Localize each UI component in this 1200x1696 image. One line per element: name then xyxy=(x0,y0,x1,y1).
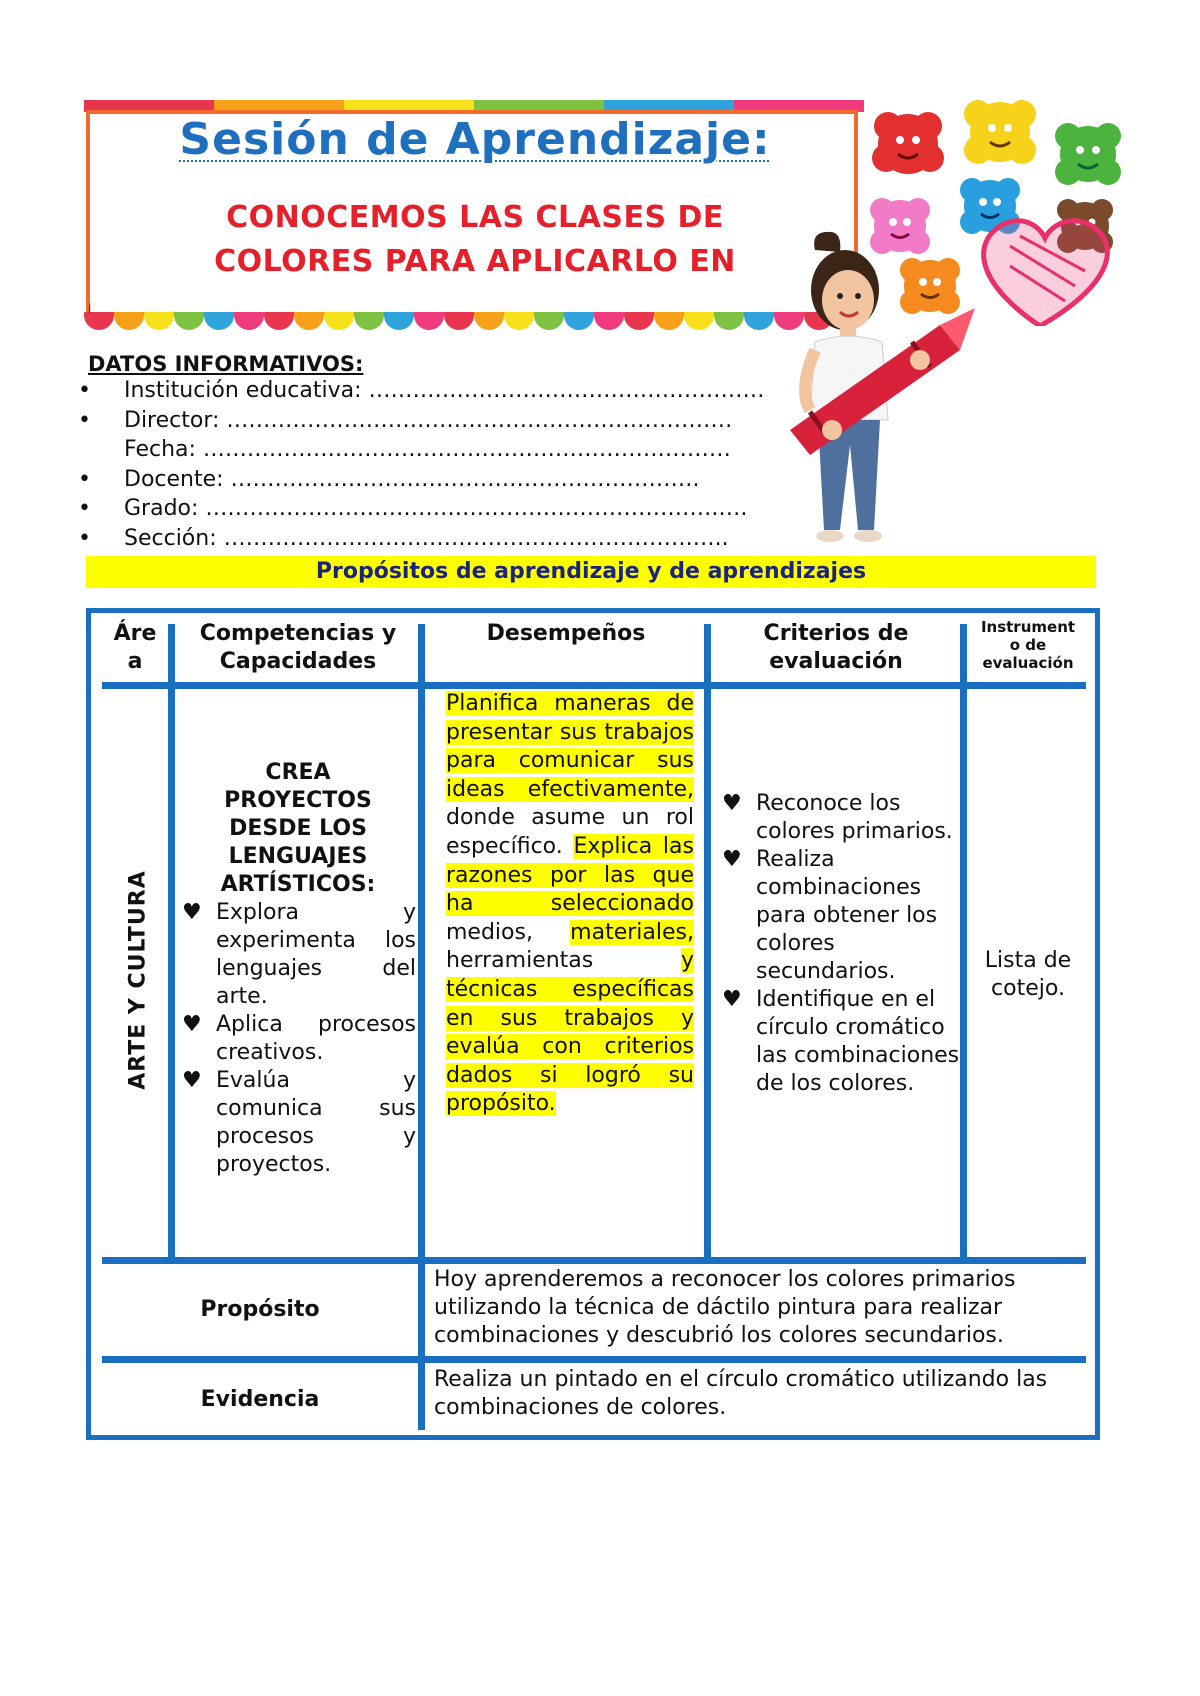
table-divider xyxy=(102,1356,1086,1363)
instrumento-cell: Lista de cotejo. xyxy=(984,948,1072,1001)
competencia-title-line: ARTÍSTICOS: xyxy=(220,872,376,897)
table-divider xyxy=(960,624,967,1257)
yellow-flower-icon xyxy=(964,100,1036,164)
table-divider xyxy=(102,1257,1086,1264)
proposito-label: Propósito xyxy=(200,1297,320,1322)
table-divider xyxy=(704,624,711,1257)
datos-item-text: Fecha: ……………………………………………………………… xyxy=(124,437,731,462)
header-criterios-line-2: evaluación xyxy=(769,649,903,674)
header-desempenos: Desempeños xyxy=(486,621,646,646)
datos-item-grado xyxy=(78,494,764,524)
datos-item-text: Institución educativa: ……………………………………………… xyxy=(124,378,765,403)
session-subtitle xyxy=(90,196,860,284)
datos-item-fecha xyxy=(78,435,764,465)
datos-item-director xyxy=(78,406,764,436)
table-divider xyxy=(168,624,175,1257)
competencia-title-line: CREA xyxy=(265,760,331,785)
heart-icon: ♥ xyxy=(722,847,742,872)
datos-item-text: Docente: ………………………………………………………. xyxy=(124,466,700,492)
datos-item-docente xyxy=(78,465,764,495)
heart-icon: ♥ xyxy=(182,1068,202,1093)
criterio-item xyxy=(720,986,960,1098)
header-competencias-line-2: Capacidades xyxy=(219,649,377,674)
subtitle-line-1: CONOCEMOS LAS CLASES DE xyxy=(226,200,724,235)
datos-item-seccion xyxy=(78,524,764,554)
datos-item-text: Director: …………………………………………………………… xyxy=(124,407,733,433)
desempeno-text: medios, xyxy=(446,919,571,945)
evidencia-label: Evidencia xyxy=(200,1387,320,1412)
header-instrumento-line-2: o de xyxy=(1009,636,1047,654)
header-criterios xyxy=(712,620,960,676)
capacidad-item xyxy=(180,899,416,1011)
header-criterios-line-1: Criterios de xyxy=(763,621,909,646)
competencia-title-line: DESDE LOS xyxy=(229,816,367,841)
header-competencias-line-1: Competencias y xyxy=(199,621,397,646)
frame-mark: i xyxy=(88,302,92,316)
table-divider xyxy=(418,624,425,1430)
competencia-title-line: LENGUAJES xyxy=(228,844,368,869)
datos-heading: DATOS INFORMATIVOS: xyxy=(88,352,364,376)
heart-icon: ♥ xyxy=(182,900,202,925)
scallop-border-bottom xyxy=(84,312,864,330)
capacidad-item xyxy=(180,1011,416,1067)
heart-icon: ♥ xyxy=(722,791,742,816)
session-title: Sesión de Aprendizaje: xyxy=(179,114,771,165)
criterio-item xyxy=(720,846,960,986)
header-competencias xyxy=(178,620,418,676)
criterio-text: Identifique en el círculo cromático las combinaciones de los colores. xyxy=(756,987,960,1096)
heart-icon: ♥ xyxy=(182,1012,202,1037)
capacidad-item xyxy=(180,1067,416,1179)
desempeno-highlight: Planifica maneras de presentar sus trabajos para comunicar sus ideas efectivamente, xyxy=(446,691,694,802)
datos-item-text: Sección: ……………………………………………………….….. xyxy=(124,525,729,551)
header-instrumento xyxy=(968,618,1088,672)
area-cell xyxy=(118,860,158,1100)
evidencia-text: Realiza un pintado en el círculo cromático utilizando las combinaciones de colores. xyxy=(434,1367,1048,1420)
bullet: • xyxy=(78,525,91,551)
capacidad-text: Evalúa y comunica sus procesos y proyectos. xyxy=(216,1068,416,1177)
subtitle-line-2: COLORES PARA APLICARLO EN xyxy=(214,244,736,279)
header-area-line-2: a xyxy=(127,649,143,674)
datos-list xyxy=(78,376,764,553)
header-area-line-1: Áre xyxy=(113,621,157,646)
desempeno-highlight: materiales, xyxy=(570,919,694,945)
area-label: ARTE Y CULTURA xyxy=(125,870,151,1090)
capacidad-text: Aplica procesos creativos. xyxy=(216,1012,416,1065)
competencia-title-line: PROYECTOS xyxy=(224,788,372,813)
criterio-item xyxy=(720,790,960,846)
header-instrumento-line-3: evaluación xyxy=(982,654,1074,672)
table-divider xyxy=(102,682,1086,689)
desempeno-highlight: Explica las razones por las que ha seleccionado xyxy=(446,833,694,917)
desempeno-cell xyxy=(446,690,694,1119)
criterio-text: Reconoce los colores primarios. xyxy=(756,791,953,844)
purpose-banner: Propósitos de aprendizaje y de aprendizajes xyxy=(86,556,1096,588)
competencia-cell xyxy=(180,759,416,1179)
datos-item-institucion xyxy=(78,376,764,406)
header-area xyxy=(104,620,166,676)
criterios-cell xyxy=(720,790,960,1098)
green-flower-icon xyxy=(1055,123,1121,185)
heart-icon: ♥ xyxy=(722,987,742,1012)
criterio-text: Realiza combinaciones para obtener los colores secundarios. xyxy=(756,847,938,984)
desempeno-text: donde asume un rol específico. xyxy=(446,805,694,859)
datos-item-text: Grado: …………………………………………………………….…. xyxy=(124,496,748,521)
capacidad-text: Explora y experimenta los lenguajes del arte. xyxy=(216,900,416,1009)
competencia-title xyxy=(180,759,416,899)
capacidades-list xyxy=(180,899,416,1179)
bullet: • xyxy=(78,496,91,521)
header-instrumento-line-1: Instrument xyxy=(980,618,1076,636)
desempeno-highlight: y técnicas específicas en sus trabajos y evalúa con criterios dados si logró su propósito. xyxy=(446,948,694,1117)
red-flower-icon xyxy=(872,112,944,174)
criterios-list xyxy=(720,790,960,1098)
bullet: • xyxy=(78,466,91,492)
proposito-text: Hoy aprenderemos a reconocer los colores primarios utilizando la técnica de dáctilo pintura para realizar combinaciones y descubrió los colores secundarios. xyxy=(434,1267,1016,1348)
bullet: • xyxy=(78,378,91,403)
teacher-with-crayon-illustration xyxy=(770,230,1020,560)
bullet: • xyxy=(78,407,91,433)
desempeno-text: herramientas xyxy=(446,948,681,974)
